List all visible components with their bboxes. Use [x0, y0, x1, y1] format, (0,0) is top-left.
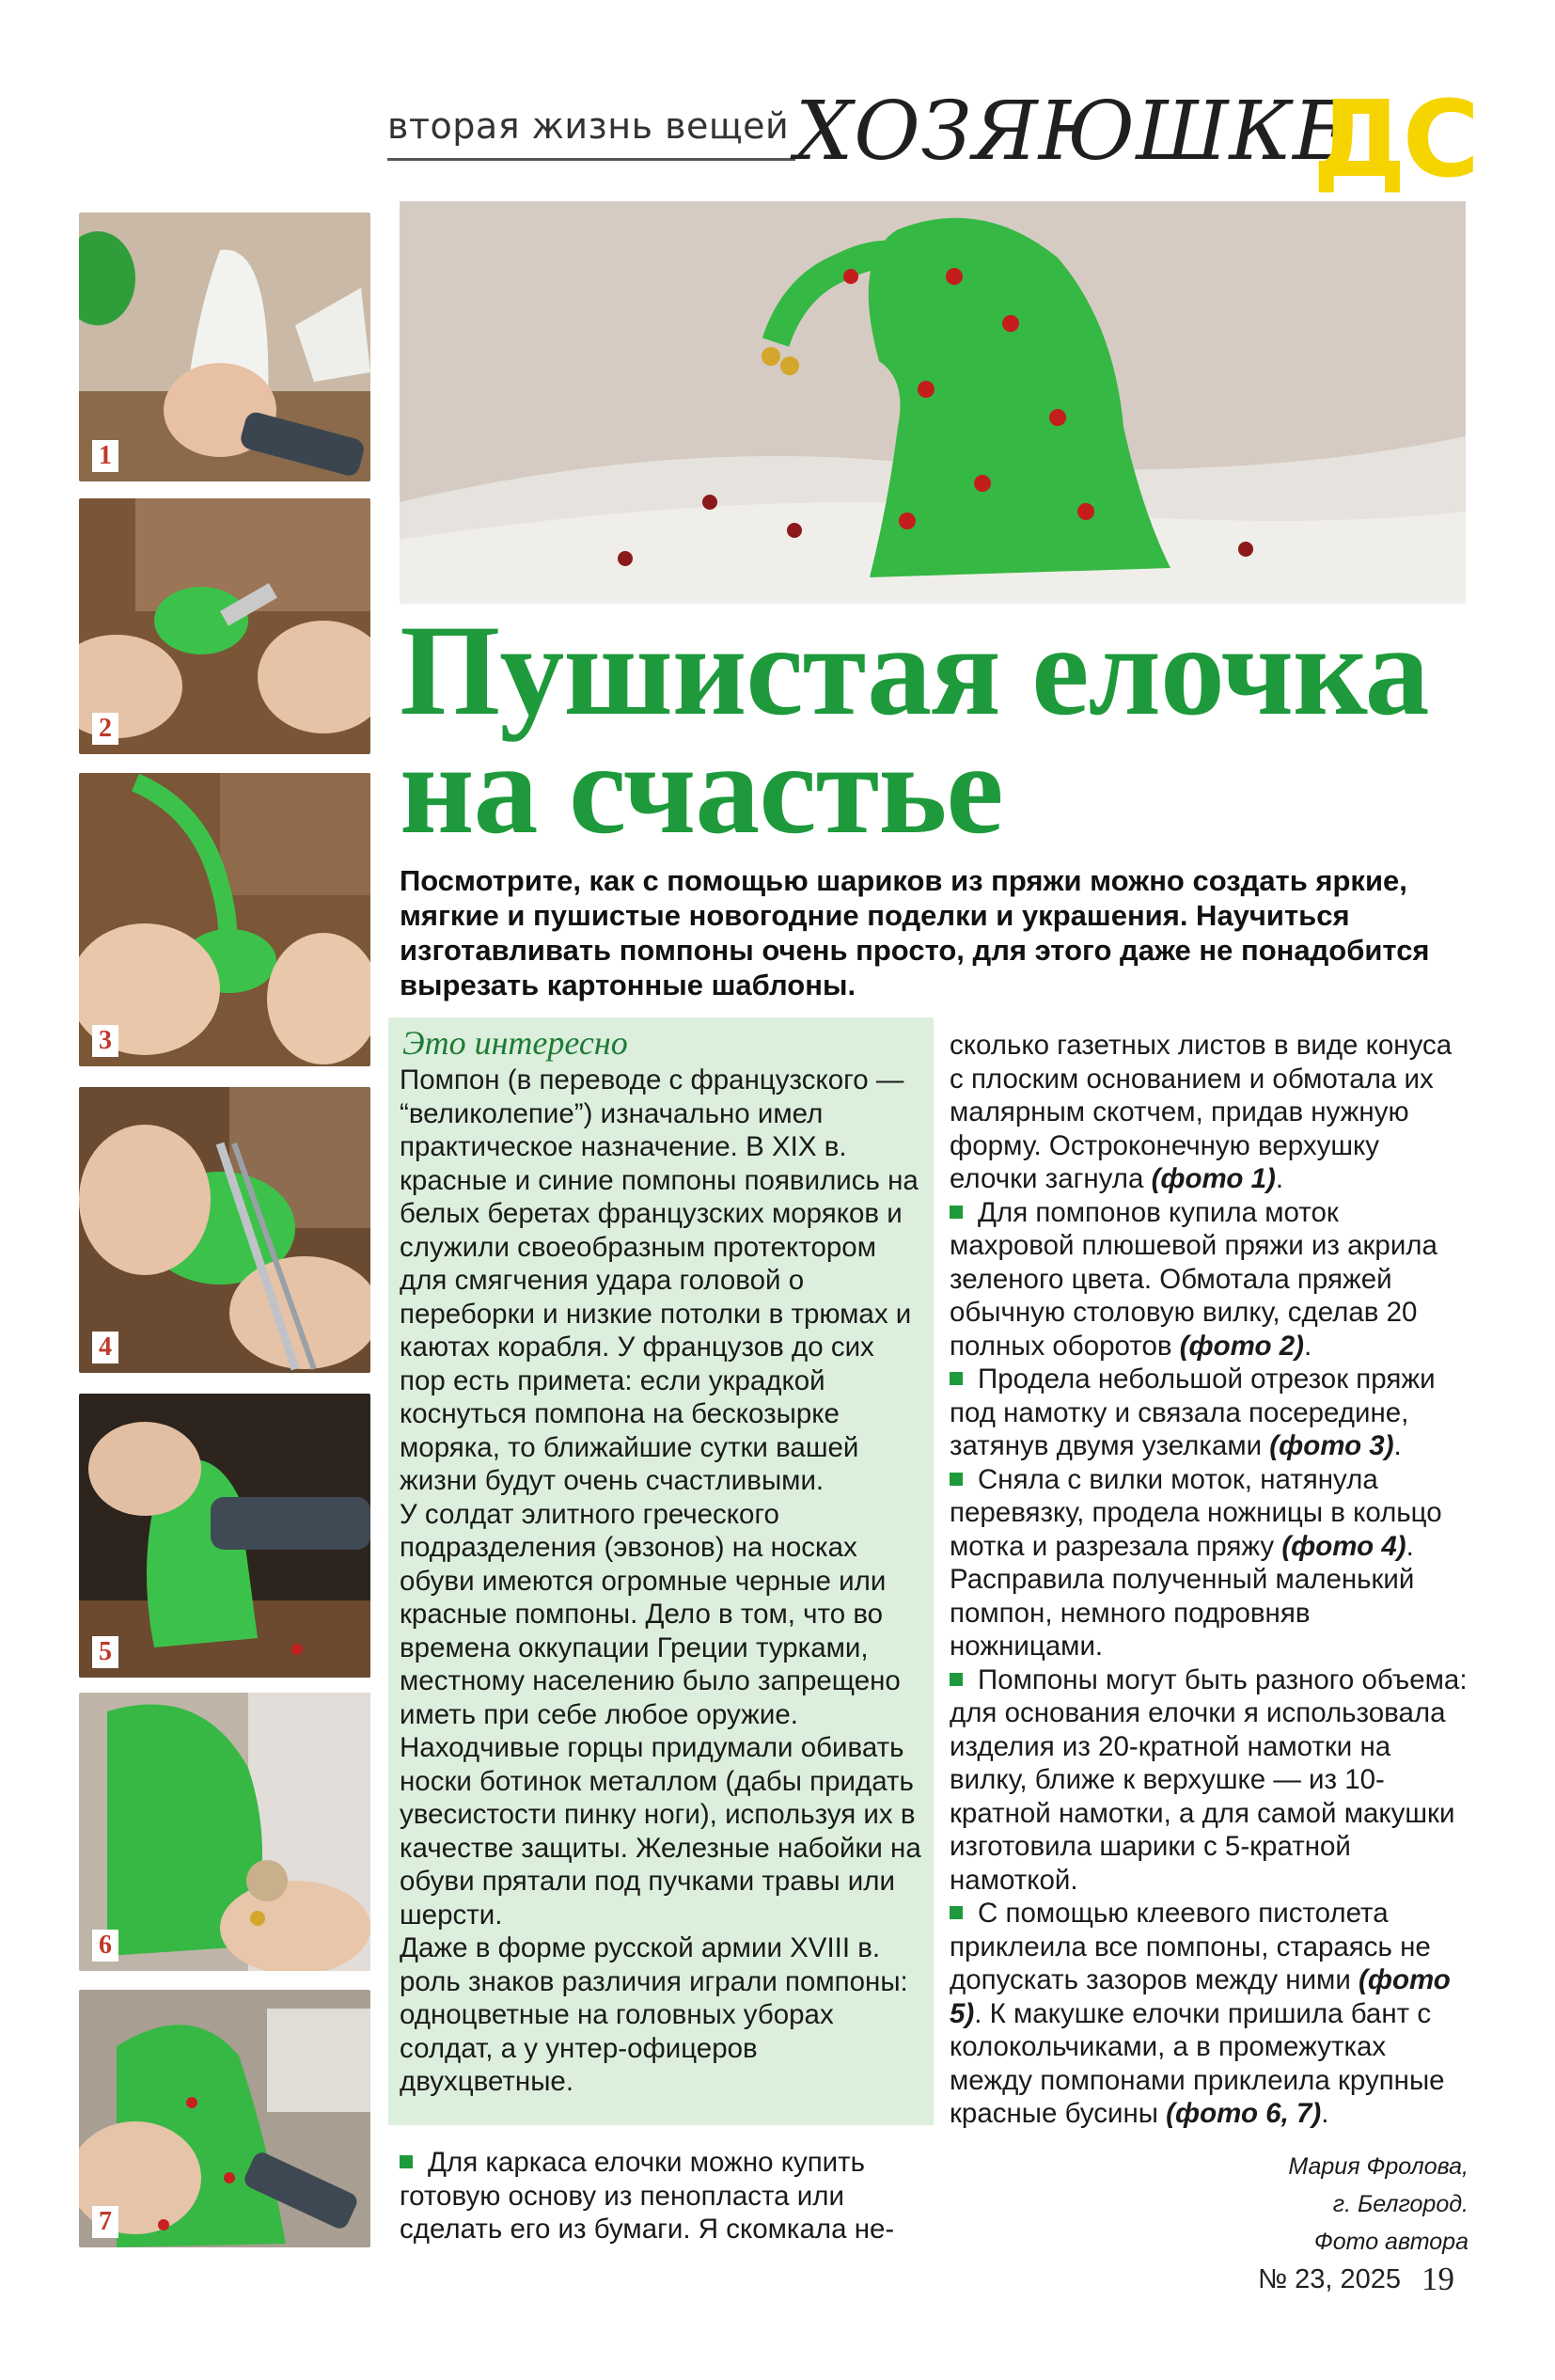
author-name: Мария Фролова, [1288, 2153, 1469, 2180]
photo-ref: (фото 4) [1281, 1530, 1406, 1562]
step-photo-7 [79, 1990, 370, 2247]
photo-cutting-pompom [79, 1087, 370, 1373]
step-photo-1 [79, 213, 370, 481]
step-paragraph: Для помпонов купила моток махровой плюшевой пряжи из акрила зеленого цвета. Обмотала пряжей обычную столовую вилку, сделав 20 полных оборотов (фото 2). [950, 1196, 1437, 1362]
bullet-icon [400, 2155, 413, 2168]
photo-ref: (фото 5) [950, 1964, 1451, 2029]
photo-gluing-beads [79, 1990, 370, 2247]
bullet-icon [950, 1206, 963, 1219]
bullet-icon [950, 1673, 963, 1686]
rubric-underline [387, 158, 795, 161]
photo-tying-yarn [79, 773, 370, 1066]
step-paragraph: С помощью клеевого пистолета приклеила все помпоны, стараясь не допускать зазоров между ними (фото 5). К макушке елочки пришила бант с колокольчиками, а в промежутках между помпонами приклеила крупные красные бусины (фото 6, 7). [950, 1898, 1451, 2129]
article-lead: Посмотрите, как с помощью шариков из пряжи можно создать яркие, мягкие и пушистые новогодние поделки и украшения. Научиться изготавливать помпоны очень просто, для этого даже не понадобится вырезать картонные шаблоны. [400, 864, 1430, 1001]
photo-bow-bells [79, 1693, 370, 1971]
photo-ref: (фото 1) [1151, 1163, 1276, 1194]
article-title [400, 598, 1490, 860]
bullet-icon [950, 1906, 963, 1919]
photo-fork-yarn [79, 498, 370, 754]
bullet-icon [950, 1372, 963, 1385]
bullet-icon [950, 1473, 963, 1486]
author-city: г. Белгород. [1332, 2191, 1469, 2217]
photo-number: 3 [92, 1025, 118, 1057]
hero-photo [400, 201, 1466, 604]
magazine-logo: ДС [1312, 79, 1476, 201]
author-signature [1186, 2148, 1469, 2261]
photo-finished-tree [400, 201, 1466, 604]
box-title: Это интересно [402, 1024, 628, 1062]
box-text [400, 1064, 922, 2099]
photo-ref: (фото 2) [1179, 1330, 1304, 1362]
step-text-column [950, 1029, 1469, 2131]
section-title: ХОЗЯЮШКЕ [795, 85, 1353, 179]
step-text-start [400, 2146, 922, 2246]
photo-number: 4 [92, 1332, 118, 1363]
box-paragraph: Даже в форме русской армии XVIII в. роль знаков различия играли помпоны: одноцветные на головных уборах солдат, а у унтер-офицеров двухцветные. [400, 1932, 908, 2097]
photo-number: 2 [92, 713, 118, 745]
box-paragraph: Помпон (в переводе с французского — “великолепие”) изначально имел практическое назначение. В XIX в. красные и синие помпоны появились на белых беретах французских моряков и служили своеобразным протектором для смягчения удара головой о переборки и низкие потолки в трюмах и каютах корабля. У французов до сих пор есть примета: если украдкой коснуться помпона на бескозырке моряка, то ближайшие сутки вашей жизни будут очень счастливыми. [400, 1064, 919, 1496]
step-photo-2 [79, 498, 370, 754]
photo-number: 6 [92, 1930, 118, 1962]
step-photo-6 [79, 1693, 370, 1971]
step-photo-3 [79, 773, 370, 1066]
page-number: 19 [1421, 2261, 1454, 2297]
step-photo-5 [79, 1394, 370, 1678]
photo-credit: Фото автора [1313, 2229, 1469, 2255]
step-photo-4 [79, 1087, 370, 1373]
photo-paper-cone [79, 213, 370, 481]
step-paragraph: Сняла с вилки моток, натянула перевязку, продела ножницы в кольцо мотка и разрезала пряжу (фото 4). Расправила полученный маленький помпон, немного подровняв ножницами. [950, 1463, 1442, 1662]
photo-number: 5 [92, 1636, 118, 1668]
box-paragraph: У солдат элитного греческого подразделения (эвзонов) на носках обуви имеются огромные черные или красные помпоны. Дело в том, что во времена оккупации Греции турками, местному населению было запрещено иметь при себе любое оружие. Находчивые горцы придумали обивать носки ботинок металлом (дабы придать увесистости пинку ноги), используя их в качестве защиты. Железные набойки на обуви прятали под пучками травы или шерсти. [400, 1498, 921, 1931]
photo-glue-gun [79, 1394, 370, 1678]
photo-number: 1 [92, 440, 118, 472]
issue-number: № 23, 2025 [1258, 2264, 1402, 2294]
step-paragraph: сколько газетных листов в виде конуса с плоским основанием и обмотала их малярным скотчем, придав нужную форму. Остроконечную верхушку елочки загнула (фото 1). [950, 1030, 1453, 1194]
step-paragraph: Помпоны могут быть разного объема: для основания елочки я использовала изделия из 20-кратной намотки на вилку, ближе к верхушке — из 10-кратной намотки, а для самой макушки изготовила шарики с 5-кратной намоткой. [950, 1663, 1468, 1896]
article-title-line1: Пушистая елочка [400, 598, 1429, 742]
photo-ref: (фото 6, 7) [1166, 2098, 1322, 2129]
rubric-label: вторая жизнь вещей [387, 105, 790, 147]
step-paragraph: Продела небольшой отрезок пряжи под намотку и связала посередине, затянув двумя узелками (фото 3). [950, 1363, 1436, 1461]
photo-ref: (фото 3) [1269, 1430, 1394, 1461]
step-paragraph: Для каркаса елочки можно купить готовую основу из пенопласта или сделать его из бумаги. Я скомкала не- [400, 2147, 895, 2245]
photo-number: 7 [92, 2206, 118, 2238]
article-title-line2: на счастье [400, 717, 1003, 860]
